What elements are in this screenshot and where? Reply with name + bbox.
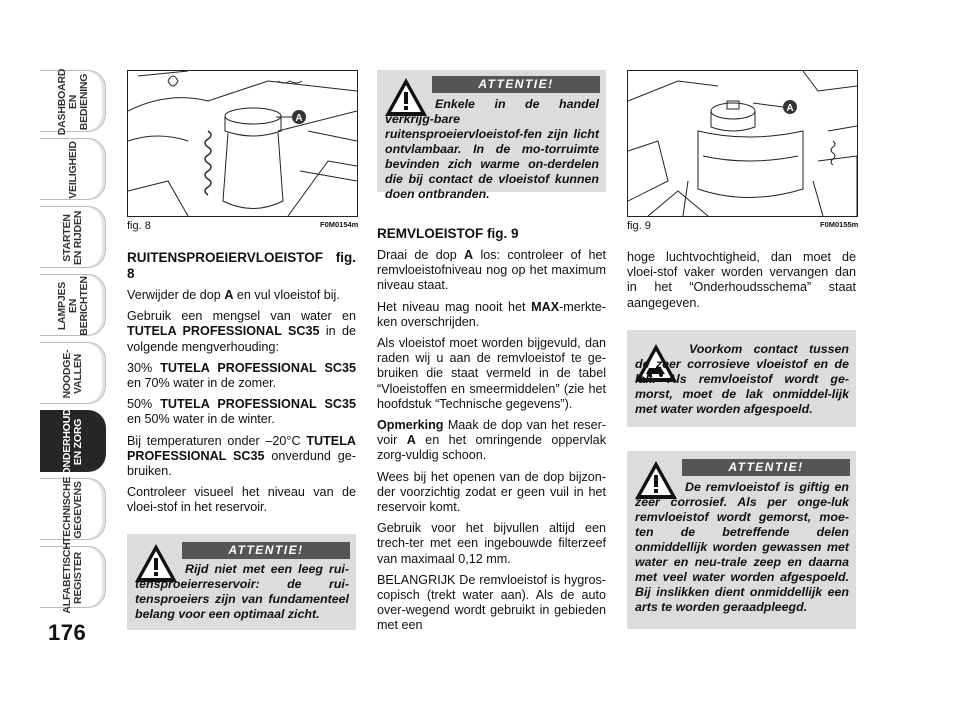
paragraph: Controleer visueel het niveau van de vloei-stof in het reservoir. [127,485,356,515]
fig9-caption: fig. 9 [627,220,651,232]
paragraph: Gebruik een mengsel van water en TUTELA PROFESSIONAL SC35 in de volgende mengverhouding: [127,309,356,354]
paragraph: Gebruik voor het bijvullen altijd een trech-ter met een ingebouwde filterzeef van maximaal 0,12 mm. [377,521,606,566]
page-number: 176 [48,620,87,645]
warning-banner: ATTENTIE! [432,76,600,93]
column-3 [627,250,856,317]
warning-banner: ATTENTIE! [182,542,350,559]
washer-reservoir-illustration [128,71,357,216]
paragraph: Het niveau mag nooit het MAX-merkte-ken overschrijden. [377,299,606,329]
paragraph: Verwijder de dop A en vul vloeistof bij. [127,288,340,302]
paragraph: Als vloeistof moet worden bijgevuld, dan raden wij u aan de remvloeistof te ge-bruiken die staat vermeld in de tabel “Vloeistoffen en smeermiddelen” (zie het hoofdstuk “Technische gegevens”). [377,336,606,411]
warning-box-toxic [627,451,856,629]
figure-8 [127,70,358,217]
tab-lampjes[interactable]: LAMPJES EN BERICHTEN [40,274,106,336]
warning-box-empty-reservoir [127,534,356,630]
tab-veiligheid[interactable]: VEILIGHEID [40,138,106,200]
fig9-marker: A [786,103,794,114]
paragraph: hoge luchtvochtigheid, dan moet de vloei-stof vaker worden vervangen dan in het “Onderhoudsschema” staat aangegeven. [627,250,856,310]
tab-alfabetisch-register[interactable]: ALFABETISCH REGISTER [40,546,106,608]
warning-box-flammable [377,70,606,201]
tab-onderhoud[interactable]: ONDERHOUD EN ZORG [40,410,106,472]
fig8-code: F0M0154m [320,220,359,229]
paragraph: 50% TUTELA PROFESSIONAL SC35 en 50% water in de winter. [127,397,356,427]
paragraph: Bij temperaturen onder –20°C TUTELA PROFESSIONAL SC35 onverdund ge-bruiken. [127,433,356,479]
brake-fluid-reservoir-illustration [628,71,857,216]
fig8-marker: A [295,113,303,124]
warning-text: Enkele in de handel verkrijg-bare ruitensproeiervloeistof-fen zijn licht ontvlambaar. In de mo-torruimte bevinden zich warme on-derdelen die bij contact de vloeistof kunnen doen ontbranden. [385,97,599,201]
column-1 [127,250,356,522]
paragraph: Draai de dop A los: controleer of het remvloeistofniveau nog op het maximum niveau staat. [377,248,606,293]
column-2 [377,226,606,640]
tab-dashboard[interactable]: DASHBOARD EN BEDIENING [40,70,106,132]
warning-box-paint [627,330,856,427]
tab-technische-gegevens[interactable]: TECHNISCHE GEGEVENS [40,478,106,540]
warning-text: Voorkom contact tussen de zeer corrosieve vloeistof en de lak. Als remvloeistof wordt ge-morst, moet de lak onmiddel-lijk met water worden afgespoeld. [635,342,849,416]
paragraph: Opmerking Maak de dop van het reser-voir A en het omringende oppervlak zorg-vuldig schoon. [377,418,606,463]
tab-noodgevallen[interactable]: NOODGE- VALLEN [40,342,106,404]
figure-9 [627,70,858,217]
warning-banner: ATTENTIE! [682,459,850,476]
warning-text: De remvloeistof is giftig en zeer corrosief. Als per onge-luk remvloeistof wordt gemorst, moe-ten de betreffende delen onmiddellijk worden gewassen met water en neu-trale zeep en daarna met veel water worden afgespoeld. Bij inslikken dient onmiddellijk een arts te worden geraadpleegd. [635,480,849,614]
section-heading-washer: RUITENSPROEIERVLOEISTOF fig. 8 [127,250,356,281]
paragraph: 30% TUTELA PROFESSIONAL SC35 en 70% water in de zomer. [127,360,356,391]
section-heading-brake-fluid: REMVLOEISTOF fig. 9 [377,226,519,241]
fig8-caption: fig. 8 [127,220,151,232]
tab-starten[interactable]: STARTEN EN RIJDEN [40,206,106,268]
fig9-code: F0M0155m [820,220,859,229]
warning-text: Rijd niet met een leeg rui-tensproeierreservoir: de rui-tensproeiers zijn van fundamenteel belang voor een optimaal zicht. [135,562,349,621]
paragraph: Wees bij het openen van de dop bijzon-der voorzichtig zodat er geen vuil in het reservoir komt. [377,469,606,515]
paragraph: BELANGRIJK De remvloeistof is hygros-copisch (trekt water aan). Als de auto over-wegend wordt gebruikt in gebieden met een [377,572,606,633]
